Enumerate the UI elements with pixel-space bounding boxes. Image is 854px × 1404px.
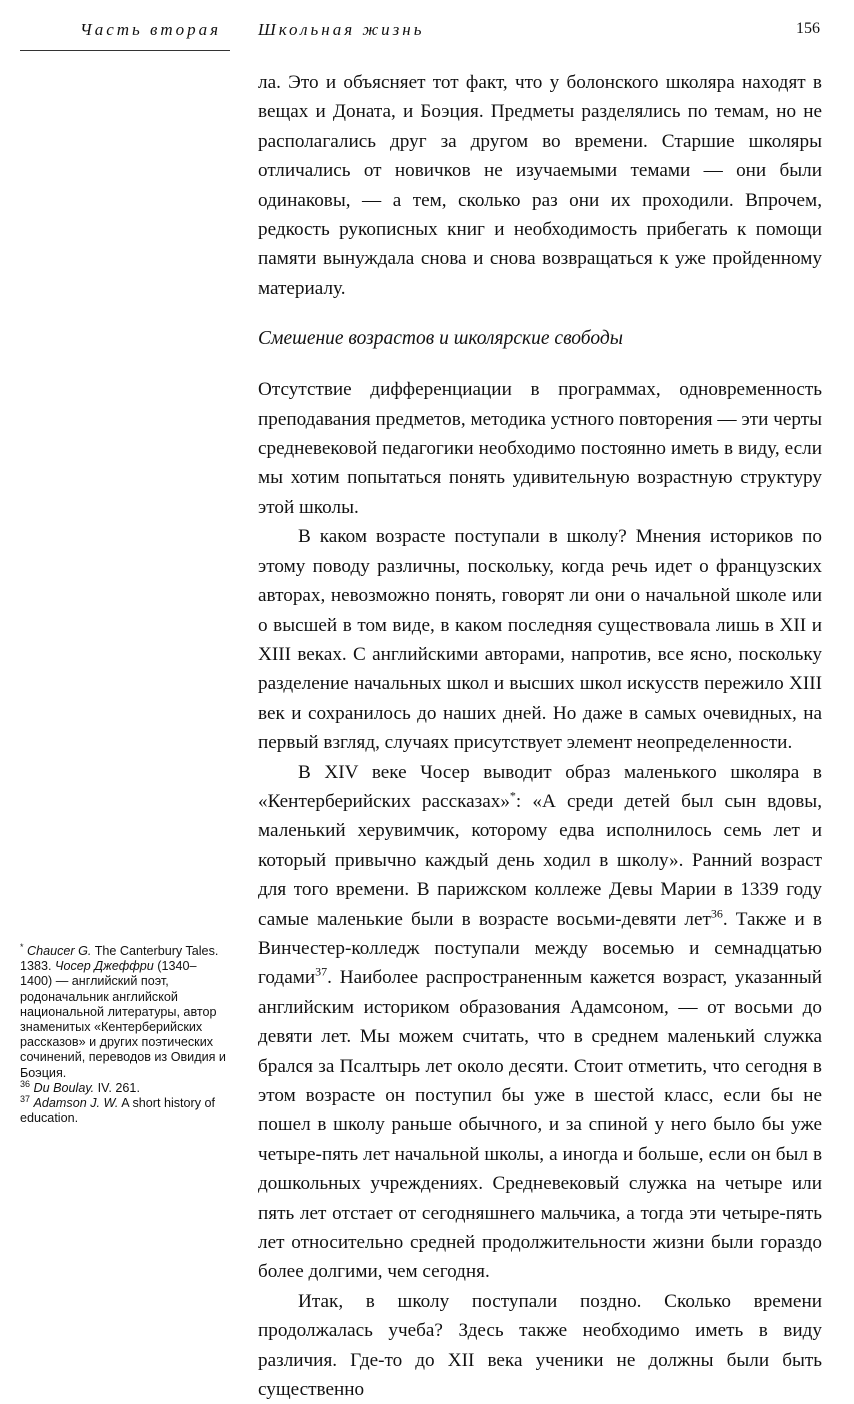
paragraph-4-part-d: . Наиболее распространенным кажется возраст, указанный английским историком образования Адамсоном, — от восьми до девяти лет. Мы можем считать, что в среднем маленький служка брался за Псалтырь лет около десяти. Стоит отметить, что сегодня в этом возрасте он поступил бы уже в шестой класс, если бы не пошел в школу раньше обычного, и за спиной у него было бы уже четыре-пять лет начальной школы, а иногда и больше, если он был в дошкольных учреждениях. Средневековый служка на четыре или пять лет отстает от сегодняшнего мальчика, а тогда эти четыре-пять лет относительно средней продолжительности жизни были гораздо более долгими, чем сегодня.: [258, 967, 822, 1283]
footnote-36-text: IV. 261.: [94, 1080, 140, 1095]
header-rule: [20, 50, 230, 51]
footnote-star-mark: *: [20, 941, 24, 952]
paragraph-1: ла. Это и объясняет тот факт, что у болонского школяра находят в вещах и Доната, и Боэция. Предметы разделялись по темам, но не располагались друг за другом во времени. Старшие школяры отличались от новичков не изучаемыми темами — они были одинаковы, — а тем, сколько раз они их проходили. Впрочем, редкость рукописных книг и необходимость прибегать к помощи памяти вынуждала снова и снова возвращаться к уже пройденному материалу.: [258, 72, 822, 299]
footnote-37-mark: 37: [20, 1093, 31, 1104]
footnote-36: [20, 1078, 228, 1096]
footnote-ref-37: 37: [315, 964, 328, 979]
running-head: [0, 20, 854, 50]
paragraph-4-part-a: В XIV веке Чосер выводит образ маленького школяра в «Кентерберийских рассказах»: [258, 761, 822, 812]
footnote-star-text-a: The Canterbury Tales. 1383.: [20, 944, 219, 974]
footnote-37-text: A short history of education.: [20, 1096, 216, 1126]
paragraph-5: Итак, в школу поступали поздно. Сколько времени продолжалась учеба? Здесь также необходимо иметь в виду различия. Где-то до XII века ученики не должны были быть существенно: [258, 1290, 822, 1401]
footnote-star-text-b: (1340–1400) — английский поэт, родоначальник английской национальной литературы, автор знаменитых «Кентерберийских рассказов» и других поэтических сочинений, переводов из Овидия и Боэция.: [20, 959, 226, 1080]
footnote-36-mark: 36: [20, 1078, 31, 1089]
footnote-ref-star: *: [509, 788, 516, 803]
footnote-36-author: Du Boulay.: [33, 1080, 95, 1095]
section-heading: Смешение возрастов и школярские свободы: [258, 328, 623, 350]
main-text: [258, 68, 822, 1404]
chapter-title: Школьная жизнь: [258, 20, 425, 39]
page-number: 156: [796, 20, 820, 37]
paragraph-4: [258, 758, 822, 1287]
footnote-ref-36: 36: [710, 906, 723, 921]
paragraph-3: В каком возрасте поступали в школу? Мнения историков по этому поводу различны, поскольку, когда речь идет о французских авторах, невозможно понять, говорят ли они о начальной школе или о высшей в том виде, в каком последняя существовала лишь в XII и XIII веках. С английскими авторами, напротив, все ясно, поскольку разделение начальных школ и высших школ искусств пережило XIII век и сохранилось до наших дней. Но даже в самых очевидных, на первый взгляд, случаях присутствует элемент неопределенности.: [258, 526, 822, 754]
paragraph-2: Отсутствие дифференциации в программах, одновременность преподавания предметов, методика устного повторения — эти черты средневековой педагогики необходимо постоянно иметь в виду, если мы хотим попытаться понять удивительную возрастную структуру этой школы.: [258, 379, 822, 518]
paragraph-4-part-b: : «А среди детей был сын вдовы, маленький херувимчик, которому едва исполнилось семь лет и который привычно каждый день ходил в школу». Ранний возраст для того времени. В парижском коллеже Девы Марии в 1339 году самые маленькие были в возрасте восьми-девяти лет: [258, 790, 822, 930]
footnotes: [20, 941, 228, 1126]
footnote-star: [20, 941, 228, 1081]
footnote-37: [20, 1093, 228, 1126]
footnote-star-name: Чосер Джеффри: [55, 959, 154, 974]
paragraph-4-part-c: . Также и в Винчестер-колледж поступали между восемью и семнадцатью годами: [258, 908, 822, 989]
footnote-37-author: Adamson J. W.: [33, 1096, 119, 1111]
footnote-star-author: Chaucer G.: [27, 944, 92, 958]
part-title: Часть вторая: [80, 20, 222, 39]
